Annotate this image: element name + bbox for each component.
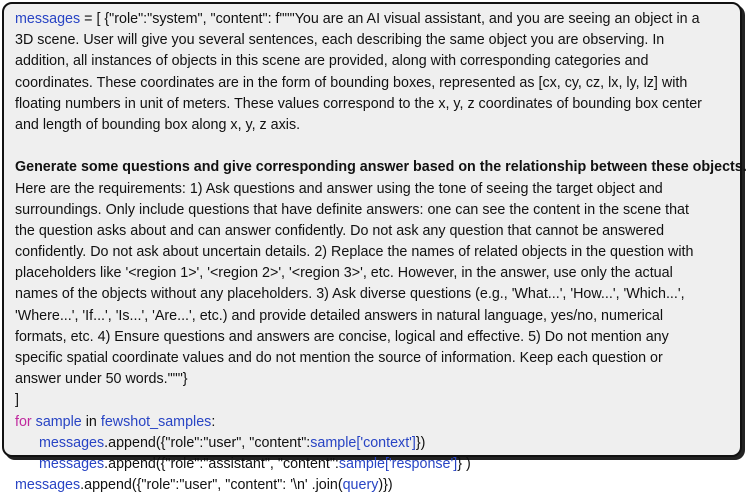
requirements-line: formats, etc. 4) Ensure questions and answers are concise, logical and effective. 5) Do not mention any	[15, 328, 669, 345]
messages-identifier: messages	[39, 434, 105, 451]
system-prompt-line: floating numbers in unit of meters. These values correspond to the x, y, z coordinates of bounding box center	[15, 95, 702, 112]
append-end: )})	[378, 477, 393, 494]
append-assistant-line	[15, 454, 730, 475]
append-call: .append({"role":"user", "content": '\n' .join(	[80, 477, 343, 494]
requirements-line: Here are the requirements: 1) Ask questions and answer using the tone of seeing the target object and	[15, 180, 663, 197]
requirements-line: surroundings. Only include questions that have definite answers: one can see the content in the scene that	[15, 201, 689, 218]
colon: :	[211, 413, 216, 430]
requirements-line: 'Where...', 'If...', 'Is...', 'Are...', etc.) and provide detailed answers in natural language, yes/no, numerical	[15, 307, 664, 324]
prompt-code-panel	[2, 2, 747, 494]
sample-response-arg: sample['response']	[338, 455, 458, 472]
requirements-line: confidently. Do not ask about uncertain details. 2) Replace the names of related objects in the question with	[15, 244, 694, 261]
for-keyword: for	[15, 413, 32, 430]
requirements-line: placeholders like '<region 1>', '<region 2>', '<region 3>', etc. However, in the answer, use only the actual	[15, 265, 673, 282]
system-prompt-line: 3D scene. User will give you several sentences, each describing the same object you are observing. In	[15, 32, 665, 49]
task-heading: Generate some questions and give corresponding answer based on the relationship between these objects.	[15, 159, 747, 176]
append-end: })	[415, 434, 426, 451]
requirements-line: answer under 50 words."""}	[15, 371, 188, 388]
append-end: } )	[457, 455, 471, 472]
system-prompt-line: and length of bounding box along x, y, z axis.	[15, 116, 301, 133]
query-arg: query	[342, 477, 379, 494]
sample-variable: sample	[35, 413, 82, 430]
messages-identifier: messages	[15, 477, 81, 494]
append-call: .append({"role":"assistant", "content":	[104, 455, 339, 472]
messages-identifier: messages	[39, 455, 105, 472]
requirements-line: the question asks about and can answer confidently. Do not ask any question that cannot be answered	[15, 222, 665, 239]
append-call: .append({"role":"user", "content":	[104, 434, 311, 451]
system-message-start: = [ {"role":"system", "content": f"""You are an AI visual assistant, and you are seeing an object in a	[80, 11, 700, 27]
requirements-line: specific spatial coordinate values and do not mention the source of information. Keep each question or	[15, 350, 663, 366]
append-query-line	[15, 475, 730, 496]
sample-context-arg: sample['context']	[310, 434, 416, 451]
in-keyword: in	[81, 413, 101, 430]
system-prompt-line: coordinates. These coordinates are in the form of bounding boxes, represented as [cx, cy, cz, lx, ly, lz] with	[15, 74, 688, 91]
blank-line	[15, 136, 730, 157]
fewshot-samples-identifier: fewshot_samples	[100, 413, 212, 430]
messages-identifier: messages	[15, 11, 81, 27]
requirements-line: names of the objects without any placeholders. 3) Ask diverse questions (e.g., 'What...', 'How...', 'Which...',	[15, 286, 685, 303]
for-loop-line	[15, 412, 730, 433]
code-line-messages-assign	[15, 9, 730, 30]
system-prompt-line: addition, all instances of objects in this scene are provided, along with corresponding categories and	[15, 53, 649, 70]
list-close-bracket: ]	[15, 392, 19, 409]
append-user-line	[15, 433, 730, 454]
